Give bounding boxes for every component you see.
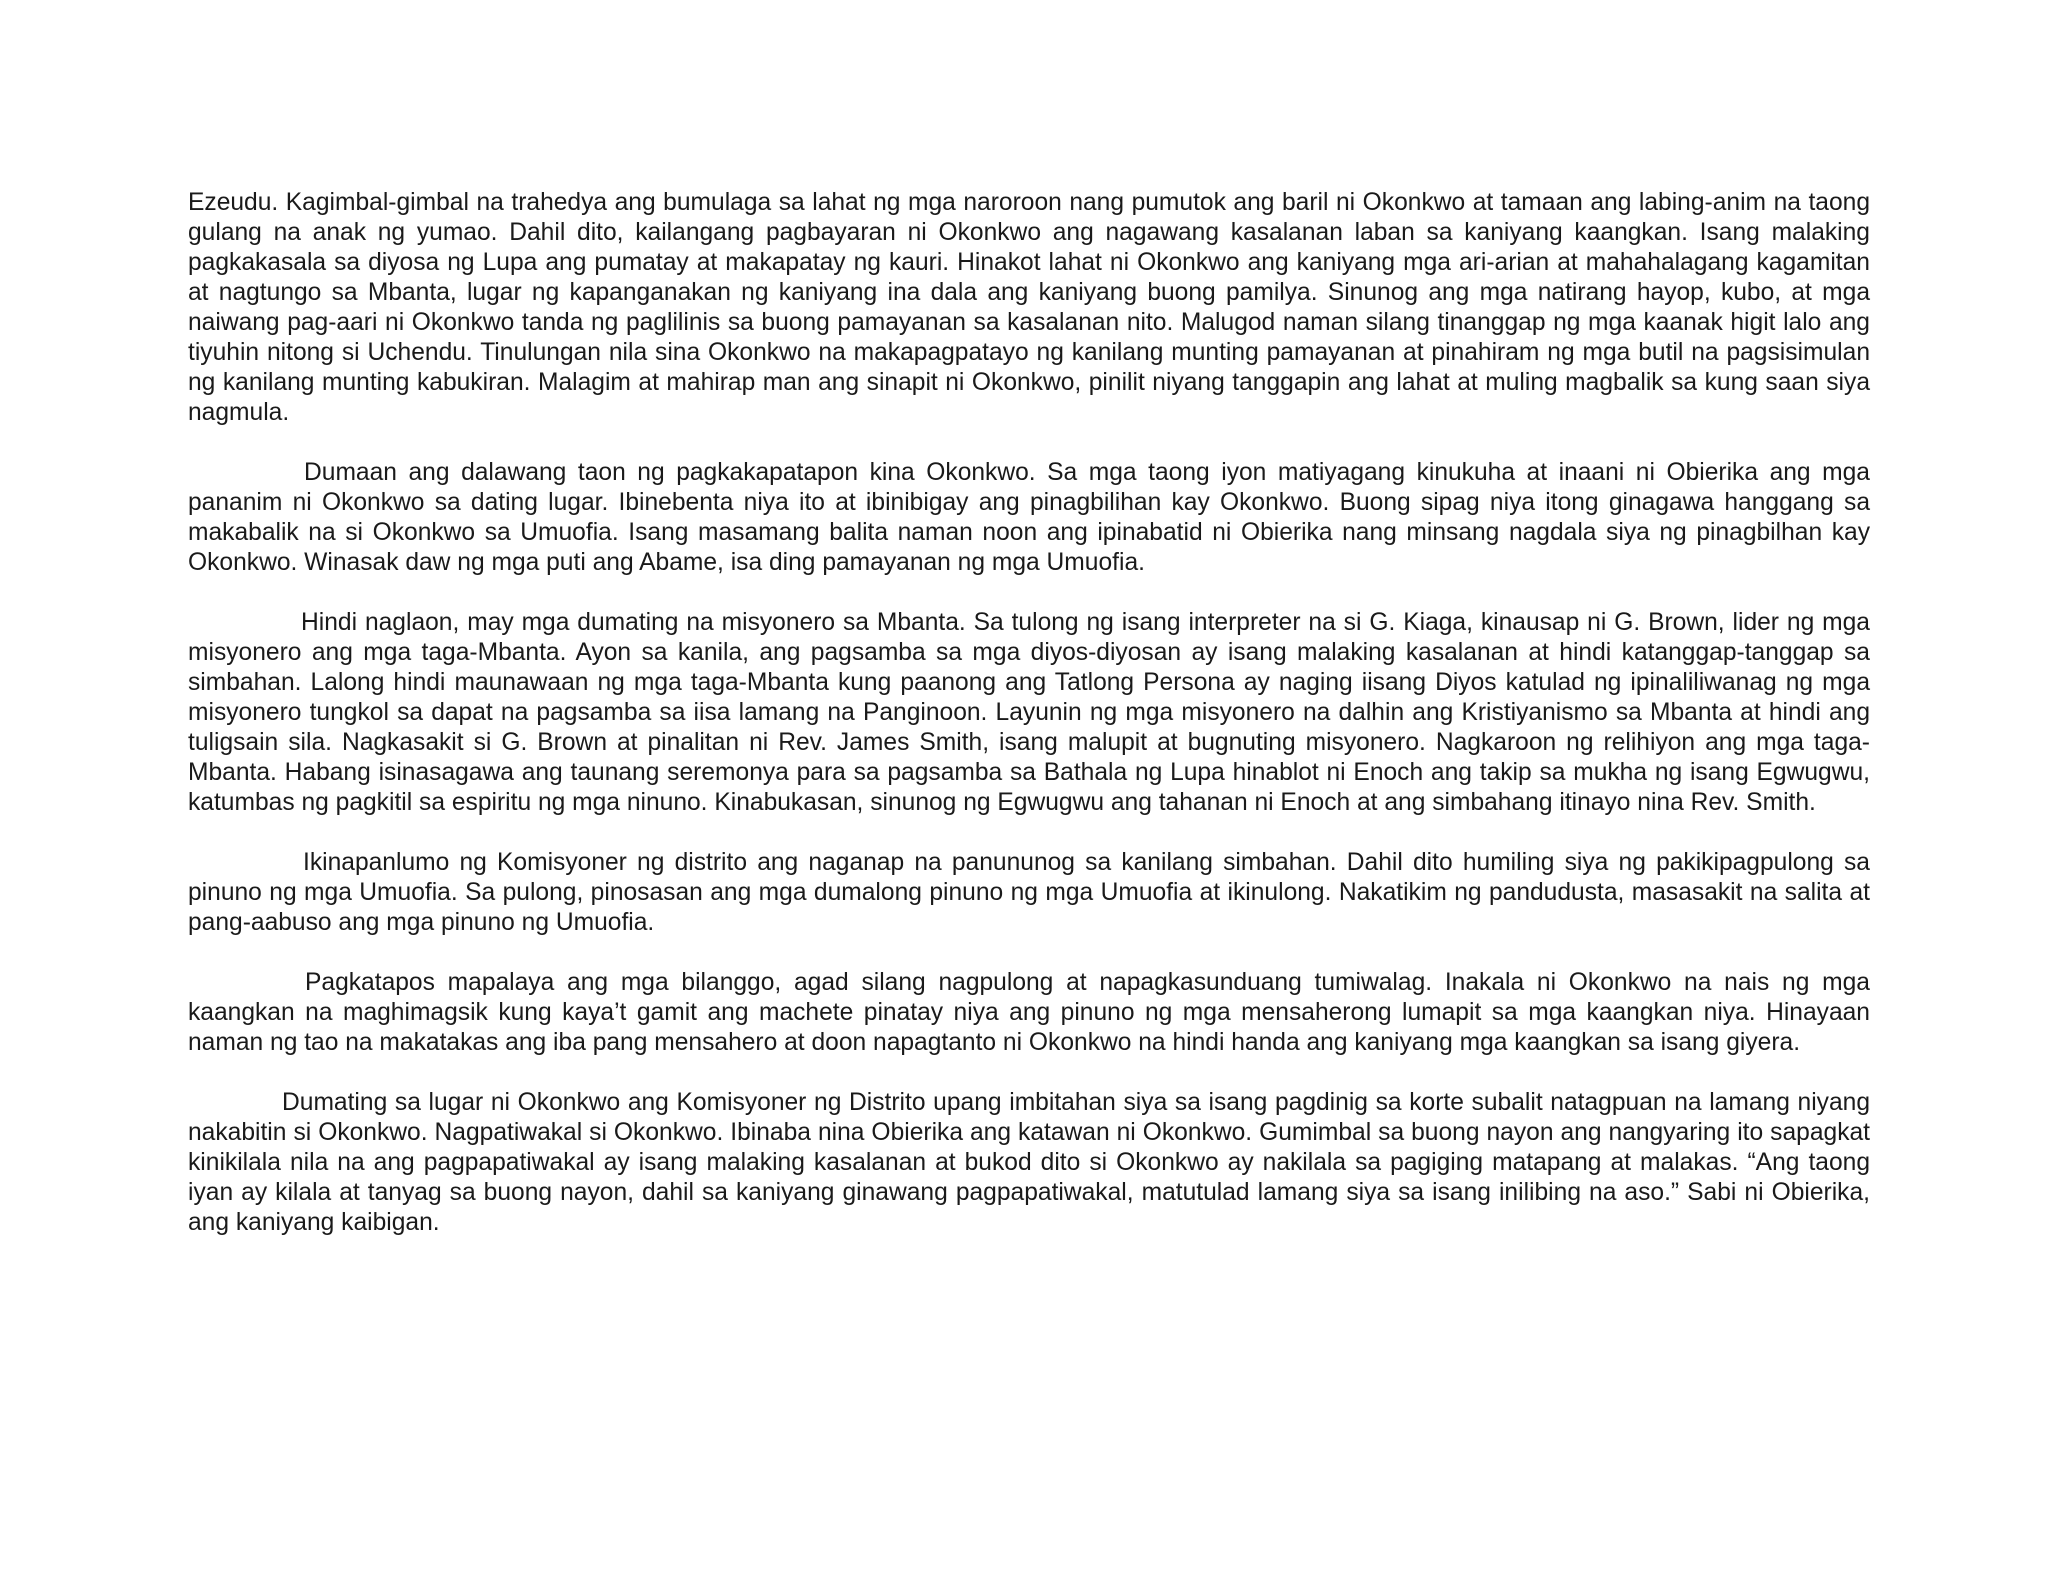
paragraph-3: Hindi naglaon, may mga dumating na misyonero sa Mbanta. Sa tulong ng isang interpreter na si G. Kiaga, kinausap ni G. Brown, lider ng mga misyonero ang mga taga-Mbanta. Ayon sa kanila, ang pagsamba sa mga diyos-diyosan ay isang malaking kasalanan at hindi katanggap-tanggap sa simbahan. Lalong hindi maunawaan ng mga taga-Mbanta kung paanong ang Tatlong Persona ay naging iisang Diyos katulad ng ipinaliliwanag ng mga misyonero tungkol sa dapat na pagsamba sa iisa lamang na Panginoon. Layunin ng mga misyonero na dalhin ang Kristiyanismo sa Mbanta at hindi ang tuligsain sila. Nagkasakit si G. Brown at pinalitan ni Rev. James Smith, isang malupit at bugnuting misyonero. Nagkaroon ng relihiyon ang mga taga-Mbanta. Habang isinasagawa ang taunang seremonya para sa pagsamba sa Bathala ng Lupa hinablot ni Enoch ang takip sa mukha ng isang Egwugwu, katumbas ng pagkitil sa espiritu ng mga ninuno. Kinabukasan, sinunog ng Egwugwu ang tahanan ni Enoch at ang simbahang itinayo nina Rev. Smith. [188,609,1870,816]
paragraph-6: Dumating sa lugar ni Okonkwo ang Komisyoner ng Distrito upang imbitahan siya sa isang pagdinig sa korte subalit natagpuan na lamang niyang nakabitin si Okonkwo. Nagpatiwakal si Okonkwo. Ibinaba nina Obierika ang katawan ni Okonkwo. Gumimbal sa buong nayon ang nangyaring ito sapagkat kinikilala nila na ang pagpapatiwakal ay isang malaking kasalanan at bukod dito si Okonkwo ay nakilala sa pagiging matapang at malakas. “Ang taong iyan ay kilala at tanyag sa buong nayon, dahil sa kaniyang ginawang pagpapatiwakal, matutulad lamang siya sa isang inilibing na aso.” Sabi ni Obierika, ang kaniyang kaibigan. [188,1089,1870,1236]
paragraph-5: Pagkatapos mapalaya ang mga bilanggo, agad silang nagpulong at napagkasunduang tumiwalag. Inakala ni Okonkwo na nais ng mga kaangkan na maghimagsik kung kaya’t gamit ang machete pinatay niya ang pinuno ng mga mensaherong lumapit sa mga kaangkan niya. Hinayaan naman ng tao na makatakas ang iba pang mensahero at doon napagtanto ni Okonkwo na hindi handa ang kaniyang mga kaangkan sa isang giyera. [188,969,1870,1056]
paragraph-2: Dumaan ang dalawang taon ng pagkakapatapon kina Okonkwo. Sa mga taong iyon matiyagang kinukuha at inaani ni Obierika ang mga pananim ni Okonkwo sa dating lugar. Ibinebenta niya ito at ibinibigay ang pinagbilihan kay Okonkwo. Buong sipag niya itong ginagawa hanggang sa makabalik na si Okonkwo sa Umuofia. Isang masamang balita naman noon ang ipinabatid ni Obierika nang minsang nagdala siya ng pinagbilhan kay Okonkwo. Winasak daw ng mga puti ang Abame, isa ding pamayanan ng mga Umuofia. [188,459,1870,576]
paragraph-4: Ikinapanlumo ng Komisyoner ng distrito ang naganap na panununog sa kanilang simbahan. Dahil dito humiling siya ng pakikipagpulong sa pinuno ng mga Umuofia. Sa pulong, pinosasan ang mga dumalong pinuno ng mga Umuofia at ikinulong. Nakatikim ng pandudusta, masasakit na salita at pang-aabuso ang mga pinuno ng Umuofia. [188,849,1870,936]
document-page [188,188,1870,1268]
paragraph-1: Ezeudu. Kagimbal-gimbal na trahedya ang bumulaga sa lahat ng mga naroroon nang pumutok ang baril ni Okonkwo at tamaan ang labing-anim na taong gulang na anak ng yumao. Dahil dito, kailangang pagbayaran ni Okonkwo ang nagawang kasalanan laban sa kaniyang kaangkan. Isang malaking pagkakasala sa diyosa ng Lupa ang pumatay at makapatay ng kauri. Hinakot lahat ni Okonkwo ang kaniyang mga ari-arian at mahahalagang kagamitan at nagtungo sa Mbanta, lugar ng kapanganakan ng kaniyang ina dala ang kaniyang buong pamilya. Sinunog ang mga natirang hayop, kubo, at mga naiwang pag-aari ni Okonkwo tanda ng paglilinis sa buong pamayanan sa kasalanan nito. Malugod naman silang tinanggap ng mga kaanak higit lalo ang tiyuhin nitong si Uchendu. Tinulungan nila sina Okonkwo na makapagpatayo ng kanilang munting pamayanan at pinahiram ng mga butil na pagsisimulan ng kanilang munting kabukiran. Malagim at mahirap man ang sinapit ni Okonkwo, pinilit niyang tanggapin ang lahat at muling magbalik sa kung saan siya nagmula. [188,189,1870,426]
